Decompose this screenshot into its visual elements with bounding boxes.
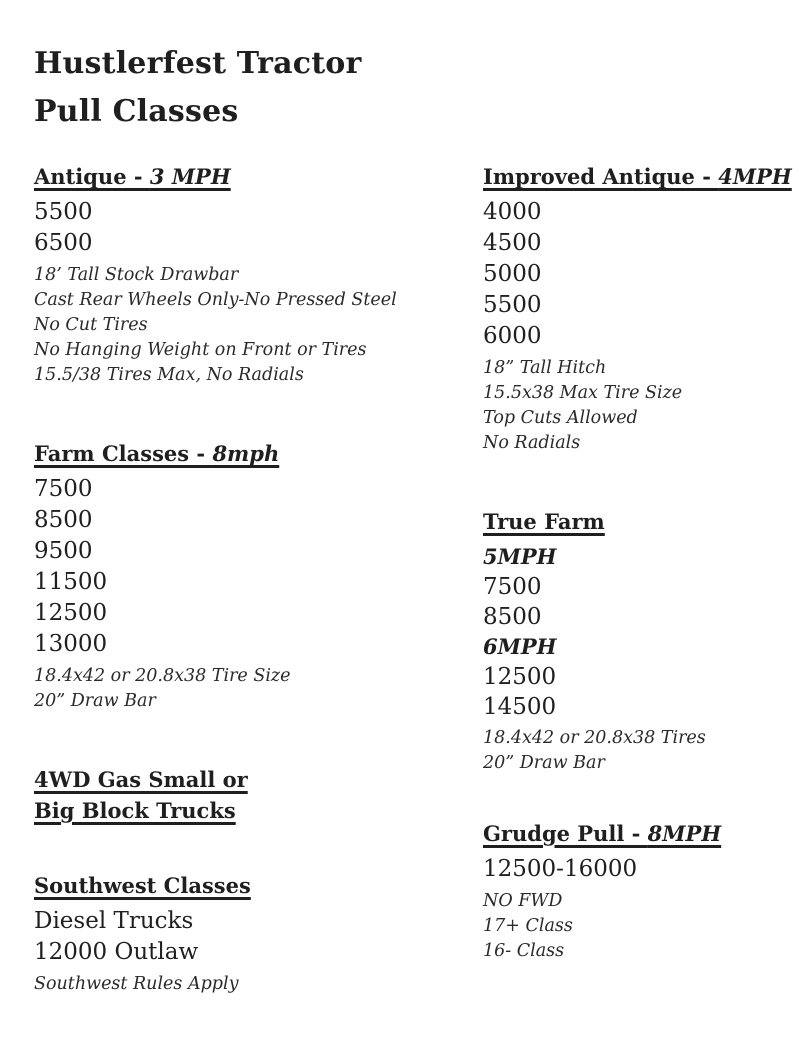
weight-class: 7500 — [34, 476, 93, 502]
section-4wd-trucks — [34, 764, 474, 826]
section-true-farm — [483, 508, 793, 776]
true-farm-speed-label: 5MPH — [483, 544, 557, 569]
trucks-heading-text-2: Big Block Trucks — [34, 798, 236, 823]
improved-antique-heading — [483, 163, 793, 191]
antique-heading-underline — [34, 164, 231, 189]
grudge-heading — [483, 820, 793, 848]
antique-heading-text: Antique - — [34, 164, 150, 189]
true-farm-notes — [483, 726, 793, 776]
weight-class: 12500 — [483, 664, 557, 690]
farm-notes — [34, 664, 474, 714]
left-column — [34, 163, 474, 997]
right-column — [483, 163, 793, 964]
improved-antique-heading-underline — [483, 164, 792, 189]
grudge-heading-text: Grudge Pull - — [483, 821, 648, 846]
weight-class: 12500 — [34, 600, 108, 626]
section-grudge-pull — [483, 820, 793, 964]
section-southwest — [34, 872, 474, 997]
rule-note: No Radials — [483, 433, 581, 453]
weight-class: 4500 — [483, 230, 542, 256]
rule-note: 18’ Tall Stock Drawbar — [34, 265, 239, 285]
weight-class: 5000 — [483, 261, 542, 287]
rule-note: 17+ Class — [483, 916, 573, 936]
rule-note: No Cut Tires — [34, 315, 148, 335]
section-improved-antique — [483, 163, 793, 456]
trucks-heading-line-2 — [34, 795, 474, 826]
weight-class: 7500 — [483, 574, 542, 600]
page-title-line-1: Hustlerfest Tractor — [34, 46, 362, 81]
weight-class: 8500 — [34, 507, 93, 533]
true-farm-speed-label: 6MPH — [483, 634, 557, 659]
page-title-line-2: Pull Classes — [34, 94, 239, 129]
rule-note: No Hanging Weight on Front or Tires — [34, 340, 367, 360]
rule-note: Top Cuts Allowed — [483, 408, 638, 428]
trucks-heading-text-1: 4WD Gas Small or — [34, 767, 248, 792]
weight-class: 5500 — [34, 199, 93, 225]
weight-class: 6000 — [483, 323, 542, 349]
grudge-notes — [483, 889, 793, 964]
rule-note: NO FWD — [483, 891, 563, 911]
true-farm-heading — [483, 508, 793, 536]
weight-class: 14500 — [483, 694, 557, 720]
grudge-heading-speed: 8MPH — [647, 821, 722, 846]
rule-note: 18.4x42 or 20.8x38 Tires — [483, 728, 706, 748]
farm-heading-speed: 8mph — [212, 441, 280, 466]
improved-antique-heading-text: Improved Antique - — [483, 164, 719, 189]
trucks-heading — [34, 764, 474, 826]
weight-class: 11500 — [34, 569, 108, 595]
rule-note: 15.5/38 Tires Max, No Radials — [34, 365, 304, 385]
weight-class: 5500 — [483, 292, 542, 318]
rule-note: Southwest Rules Apply — [34, 974, 239, 994]
weight-class: 6500 — [34, 230, 93, 256]
trucks-heading-line-1 — [34, 764, 474, 795]
southwest-heading-text: Southwest Classes — [34, 873, 251, 898]
rule-note: 18” Tall Hitch — [483, 358, 607, 378]
rule-note: 18.4x42 or 20.8x38 Tire Size — [34, 666, 291, 686]
southwest-heading — [34, 872, 474, 900]
rule-note: Cast Rear Wheels Only-No Pressed Steel — [34, 290, 397, 310]
antique-heading-speed: 3 MPH — [149, 164, 231, 189]
rule-note: 15.5x38 Max Tire Size — [483, 383, 683, 403]
antique-notes — [34, 263, 474, 388]
southwest-notes — [34, 972, 474, 997]
class-item: Diesel Trucks — [34, 908, 194, 934]
improved-antique-notes — [483, 356, 793, 456]
grudge-heading-underline — [483, 821, 721, 846]
weight-class: 13000 — [34, 631, 108, 657]
section-farm-classes — [34, 440, 474, 714]
farm-heading-underline — [34, 441, 279, 466]
antique-heading — [34, 163, 474, 191]
weight-class: 8500 — [483, 604, 542, 630]
farm-heading — [34, 440, 474, 468]
page-title — [34, 40, 362, 136]
weight-class: 9500 — [34, 538, 93, 564]
farm-heading-text: Farm Classes - — [34, 441, 213, 466]
true-farm-heading-text: True Farm — [483, 509, 605, 534]
rule-note: 16- Class — [483, 941, 565, 961]
weight-class: 4000 — [483, 199, 542, 225]
rule-note: 20” Draw Bar — [483, 753, 605, 773]
improved-antique-heading-speed: 4MPH — [718, 164, 792, 189]
section-antique — [34, 163, 474, 388]
rule-note: 20” Draw Bar — [34, 691, 156, 711]
class-item: 12000 Outlaw — [34, 939, 199, 965]
weight-class: 12500-16000 — [483, 856, 638, 882]
